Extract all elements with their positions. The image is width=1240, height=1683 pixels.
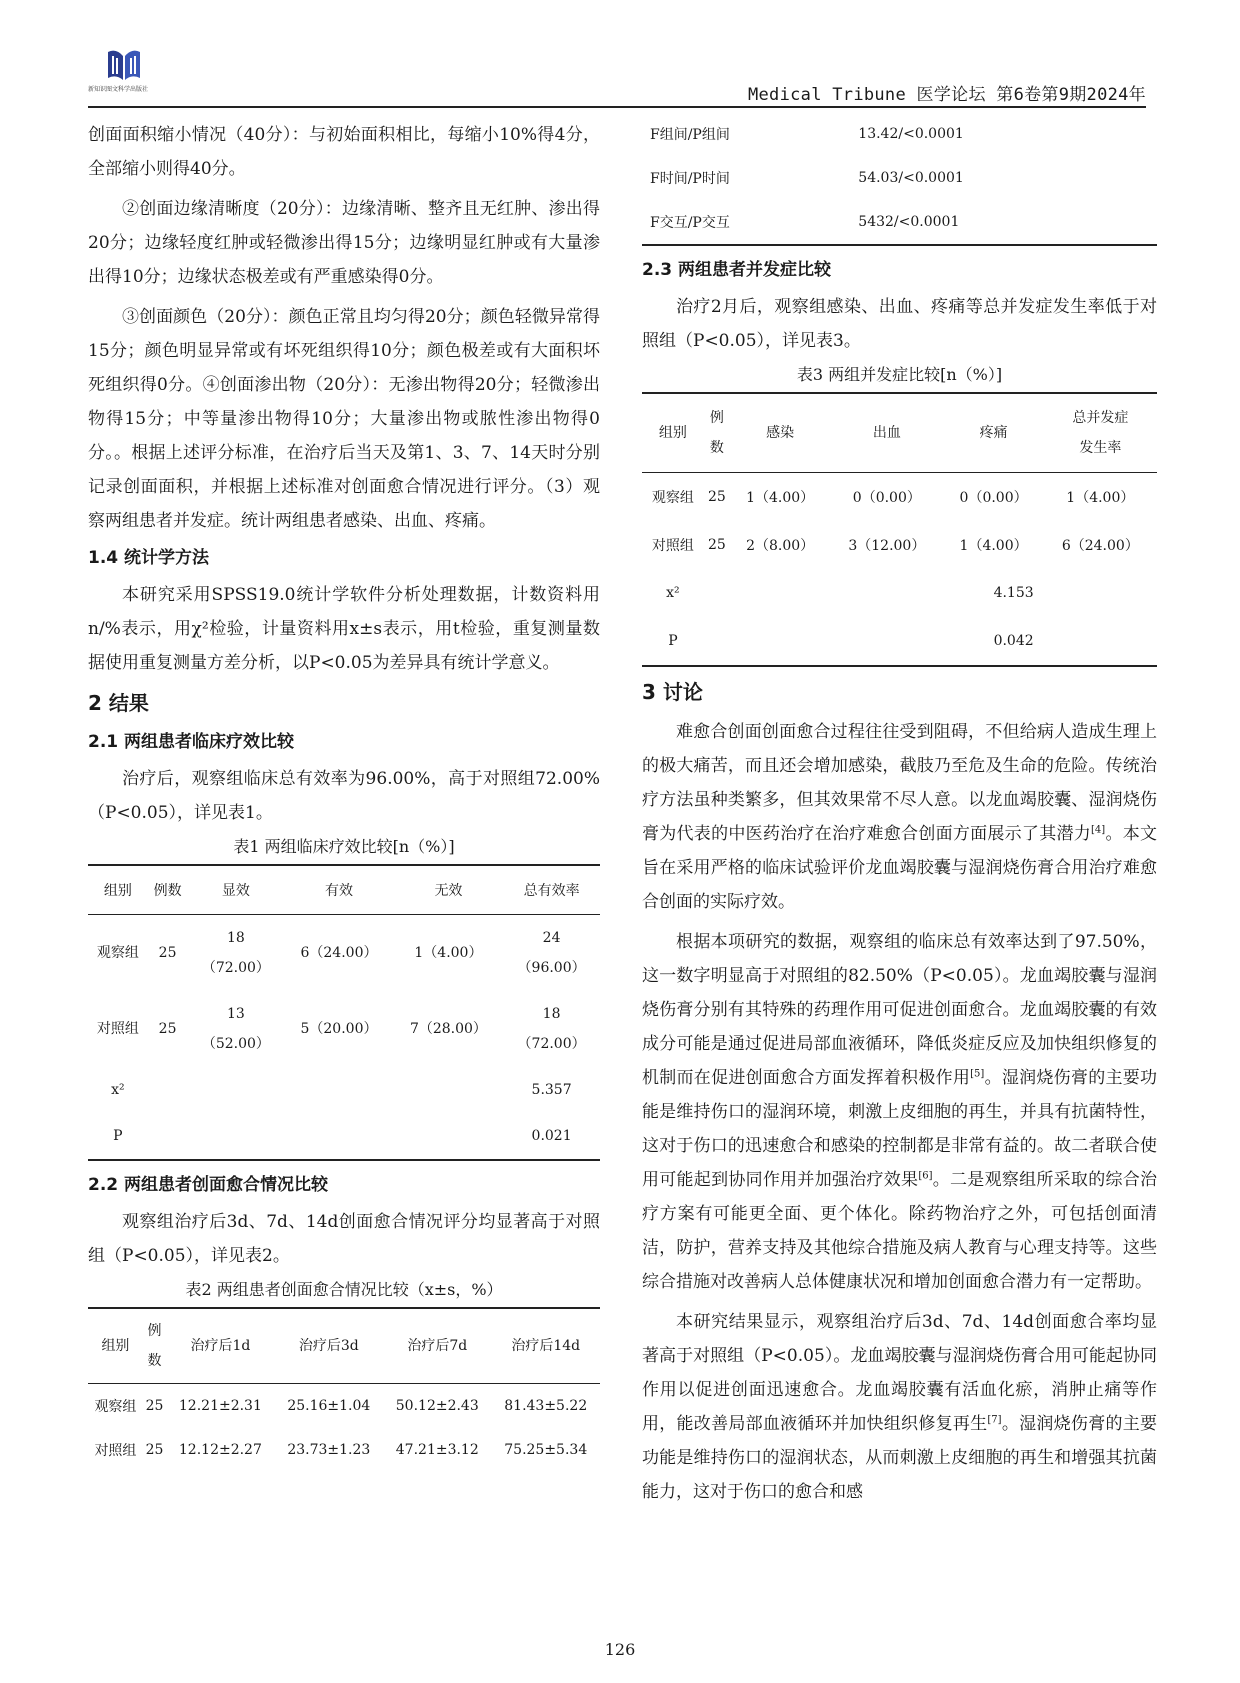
table-cell: 5（20.00）: [300, 1021, 378, 1037]
text-run: 。本文旨在采用严格的临床试验评价龙血竭胶囊与湿润烧伤膏合用治疗难愈合创面的实际疗效。: [642, 824, 1158, 912]
table-cell: [503, 915, 600, 992]
table-cell: P: [113, 1128, 123, 1144]
citation: [4]: [1091, 824, 1106, 836]
table-cell: 5432/<0.0001: [858, 214, 960, 230]
table-header: [143, 1308, 166, 1384]
table-header: 无效: [394, 865, 503, 915]
paragraph: 本研究采用SPSS19.0统计学软件分析处理数据，计数资料用n/%表示，用χ²检验，计量资料用x±s表示，用t检验，重复测量数据使用重复测量方差分析，以P<0.05为差异具有统计学意义。: [88, 585, 600, 673]
cell-value: （96.00）: [517, 960, 586, 976]
table-header: 治疗后7d: [383, 1308, 491, 1384]
table-cell: 13.42/<0.0001: [858, 126, 964, 142]
text-run: 。湿润烧伤膏的主要功能是维持伤口的湿润环境，刺激上皮细胞的再生，并具有抗菌特性，这对于伤口的迅速愈合和感染的控制都是非常有益的。故二者联合使用可能起到协同作用并加强治疗效果: [642, 1068, 1158, 1190]
section-heading: 2.3 两组患者并发症比较: [642, 260, 832, 280]
paragraph: [642, 1305, 1157, 1509]
text-run: 本研究结果显示，观察组治疗后3d、7d、14d创面愈合率均显著高于对照组（P<0.05）。龙血竭胶囊与湿润烧伤膏合用可能起协同作用以促进创面迅速愈合。龙血竭胶囊有活血化瘀，消肿止痛等作用，能改善局部血液循环并加快组织修复再生: [642, 1312, 1157, 1434]
table-header: 有效: [284, 865, 393, 915]
table-row: [88, 1067, 600, 1113]
publisher-logo: [88, 44, 188, 98]
left-column: [88, 118, 600, 1472]
cell-value: 18: [542, 1006, 561, 1022]
table-cell: 观察组: [94, 1399, 137, 1415]
table-cell: 50.12±2.43: [395, 1398, 479, 1414]
table-header: [1044, 393, 1157, 473]
page-number: 126: [604, 1640, 636, 1659]
table-2-continued: [642, 112, 1157, 246]
table-cell: 1（4.00）: [1066, 490, 1135, 506]
table-cell: F组间/P组间: [650, 127, 730, 143]
table-cell: x²: [111, 1082, 125, 1098]
paragraph: 治疗2月后，观察组感染、出血、疼痛等总并发症发生率低于对照组（P<0.05），详见表3。: [642, 297, 1157, 351]
table-cell: 0.042: [993, 633, 1034, 649]
table-cell: 5.357: [531, 1082, 572, 1098]
table-cell: 2（8.00）: [746, 538, 815, 554]
table-row: [642, 112, 1157, 156]
paragraph: [642, 715, 1157, 919]
citation: [7]: [987, 1414, 1002, 1426]
book-logo-icon: [106, 44, 142, 82]
header-text: 发生率: [1079, 440, 1122, 456]
section-heading: 1.4 统计学方法: [88, 548, 210, 568]
table-header: 感染: [730, 393, 830, 473]
section-heading: 2.2 两组患者创面愈合情况比较: [88, 1175, 329, 1195]
header-text: 总并发症: [1072, 410, 1129, 426]
text-run: 难愈合创面创面愈合过程往往受到阻碍，不但给病人造成生理上的极大痛苦，而且还会增加感染，截肢乃至危及生命的危险。传统治疗方法虽种类繁多，但其效果常不尽人意。以龙血竭胶囊、湿润烧伤膏为代表的中医药治疗在治疗难愈合创面方面展示了其潜力: [642, 722, 1157, 844]
table-cell: 对照组: [651, 538, 694, 554]
table-cell: 75.25±5.34: [504, 1442, 588, 1458]
table-row: [642, 569, 1157, 617]
table-row: [642, 521, 1157, 569]
table-cell: 54.03/<0.0001: [858, 170, 964, 186]
table-caption: 表1 两组临床疗效比较[n（%）]: [233, 837, 455, 856]
table-cell: [187, 991, 284, 1067]
table-header: 出血: [830, 393, 943, 473]
table-header: 例数: [148, 865, 188, 915]
table-caption: 表3 两组并发症比较[n（%）]: [796, 365, 1003, 384]
table-cell: 0.021: [531, 1128, 572, 1144]
publisher-name: 新知识图文科学出版社: [88, 86, 149, 93]
table-cell: 12.21±2.31: [178, 1398, 262, 1414]
table-cell: 12.12±2.27: [178, 1442, 262, 1458]
header-text: 数: [709, 440, 724, 456]
paragraph: 创面面积缩小情况（40分）：与初始面积相比，每缩小10%得4分，全部缩小则得40分。: [88, 125, 600, 179]
table-cell: 25: [707, 537, 726, 553]
table-header: 治疗后1d: [166, 1308, 274, 1384]
section-heading: 2 结果: [88, 691, 149, 715]
table-3: [642, 392, 1157, 667]
table-cell: 23.73±1.23: [287, 1442, 371, 1458]
text-run: 根据本项研究的数据，观察组的临床总有效率达到了97.50%，这一数字明显高于对照组的82.50%（P<0.05）。龙血竭胶囊与湿润烧伤膏分别有其特殊的药理作用可促进创面愈合。龙血竭胶囊的有效成分可能是通过促进局部血液循环，降低炎症反应及加快组织修复的机制而在促进创面愈合方面发挥着积极作用: [642, 932, 1157, 1088]
table-header: 治疗后14d: [491, 1308, 600, 1384]
table-cell: [503, 991, 600, 1067]
table-cell: 47.21±3.12: [395, 1442, 479, 1458]
table-cell: x²: [666, 585, 680, 601]
table-header: 总有效率: [503, 865, 600, 915]
table-row: [88, 991, 600, 1067]
table-cell: 25: [145, 1398, 164, 1414]
table-header: 组别: [642, 393, 704, 473]
paragraph: ②创面边缘清晰度（20分）：边缘清晰、整齐且无红肿、渗出得20分；边缘轻度红肿或轻微渗出得15分；边缘明显红肿或有大量渗出得10分；边缘状态极差或有严重感染得0分。: [88, 199, 600, 287]
table-row: [642, 200, 1157, 245]
table-cell: 1（4.00）: [746, 490, 815, 506]
table-cell: 对照组: [96, 1021, 139, 1037]
table-cell: [187, 915, 284, 992]
table-cell: 0（0.00）: [959, 490, 1028, 506]
table-cell: 25.16±1.04: [287, 1398, 371, 1414]
table-cell: 1（4.00）: [414, 945, 483, 961]
table-header: 组别: [88, 1308, 143, 1384]
table-cell: 25: [145, 1442, 164, 1458]
table-row: [642, 156, 1157, 200]
table-cell: 0（0.00）: [852, 490, 921, 506]
table-cell: 对照组: [94, 1443, 137, 1459]
citation: [6]: [918, 1170, 933, 1182]
table-header: 疼痛: [943, 393, 1043, 473]
table-row: [88, 1113, 600, 1160]
table-cell: F时间/P时间: [650, 171, 730, 187]
section-heading: 2.1 两组患者临床疗效比较: [88, 732, 295, 752]
table-row: [88, 1428, 600, 1472]
paragraph: 观察组治疗后3d、7d、14d创面愈合情况评分均显著高于对照组（P<0.05），详见表2。: [88, 1212, 600, 1266]
table-header: 显效: [187, 865, 284, 915]
table-cell: 6（24.00）: [300, 945, 378, 961]
table-caption: 表2 两组患者创面愈合情况比较（x±s，%）: [185, 1280, 503, 1299]
table-header: 组别: [88, 865, 148, 915]
table-1: [88, 864, 600, 1161]
page-header: [88, 44, 1146, 108]
cell-value: 24: [542, 930, 561, 946]
table-cell: 7（28.00）: [409, 1021, 487, 1037]
table-cell: F交互/P交互: [650, 215, 730, 231]
cell-value: 13: [226, 1006, 245, 1022]
table-cell: 25: [707, 489, 726, 505]
paragraph: ③创面颜色（20分）：颜色正常且均匀得20分；颜色轻微异常得15分；颜色明显异常或有坏死组织得10分；颜色极差或有大面积坏死组织得0分。④创面渗出物（20分）：无渗出物得20分；轻微渗出物得15分；中等量渗出物得10分；大量渗出物或脓性渗出物得0分。。根据上述评分标准，在治疗后当天及第1、3、7、14天时分别记录创面面积，并根据上述标准对创面愈合情况进行评分。（3）观察两组患者并发症。统计两组患者感染、出血、疼痛。: [88, 307, 600, 531]
table-cell: 1（4.00）: [959, 538, 1028, 554]
cell-value: 18: [226, 930, 245, 946]
cell-value: （52.00）: [201, 1036, 270, 1052]
journal-title: Medical Tribune 医学论坛 第6卷第9期2024年: [747, 85, 1146, 105]
right-column: [642, 112, 1157, 1509]
cell-value: （72.00）: [517, 1036, 586, 1052]
table-row: [642, 473, 1157, 522]
table-row: [88, 915, 600, 992]
header-text: 例: [147, 1323, 162, 1339]
table-2: [88, 1307, 600, 1472]
text-run: 。湿润烧伤膏的主要功能是维持伤口的湿润状态，从而刺激上皮细胞的再生和增强其抗菌能力，这对于伤口的愈合和感: [642, 1414, 1158, 1502]
section-heading: 3 讨论: [642, 680, 703, 704]
table-cell: 4.153: [993, 585, 1034, 601]
table-cell: 25: [158, 945, 177, 961]
cell-value: （72.00）: [201, 960, 270, 976]
text-run: 。二是观察组所采取的综合治疗方案有可能更全面、更个体化。除药物治疗之外，可包括创面清洁，防护，营养支持及其他综合措施及病人教育与心理支持等。这些综合措施对改善病人总体健康状况和增加创面愈合潜力有一定帮助。: [642, 1170, 1158, 1292]
table-header: [704, 393, 730, 473]
table-cell: 81.43±5.22: [504, 1398, 588, 1414]
paragraph: 治疗后，观察组临床总有效率为96.00%，高于对照组72.00%（P<0.05），详见表1。: [88, 769, 600, 823]
table-cell: P: [668, 633, 678, 649]
table-header: 治疗后3d: [275, 1308, 383, 1384]
table-row: [642, 617, 1157, 666]
citation: [5]: [970, 1068, 985, 1080]
table-cell: 25: [158, 1021, 177, 1037]
table-cell: 观察组: [651, 490, 694, 506]
header-text: 数: [147, 1353, 162, 1369]
table-row: [88, 1384, 600, 1429]
table-cell: 观察组: [96, 945, 139, 961]
table-cell: 6（24.00）: [1061, 538, 1139, 554]
paragraph: [642, 925, 1157, 1299]
header-text: 例: [709, 410, 724, 426]
table-cell: 3（12.00）: [848, 538, 926, 554]
